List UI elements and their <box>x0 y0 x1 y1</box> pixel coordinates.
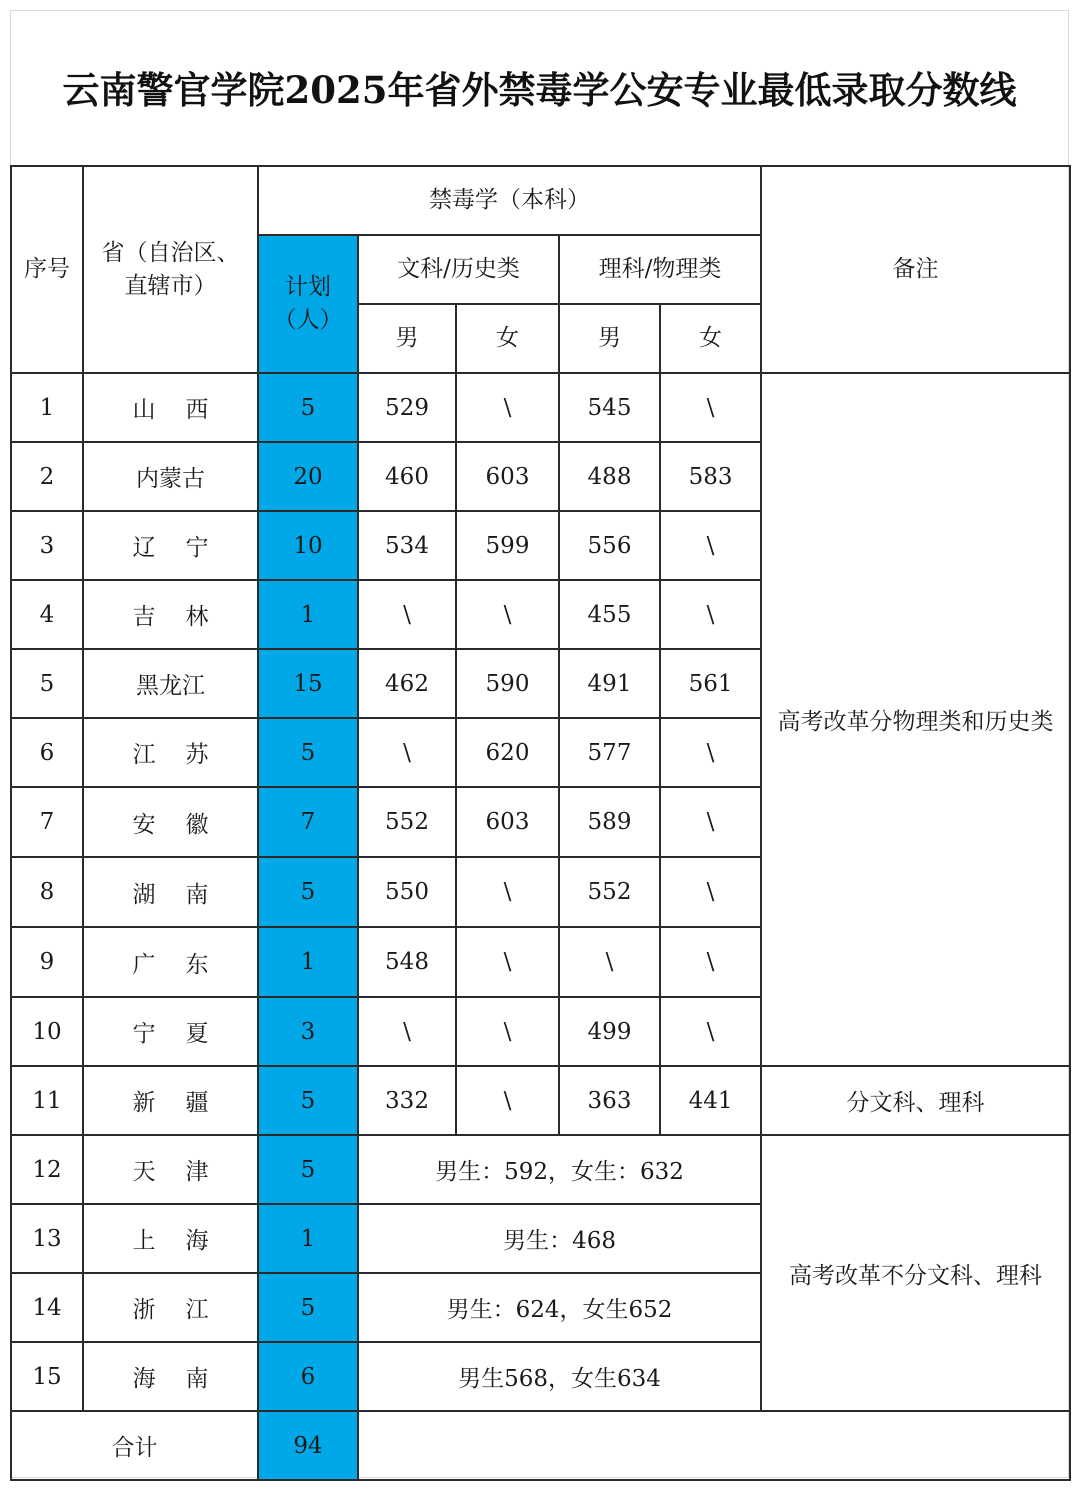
remark-group1: 高考改革分物理类和历史类 <box>761 373 1070 1066</box>
row-plan: 1 <box>258 580 358 649</box>
row-seq: 13 <box>11 1204 83 1273</box>
header-major: 禁毒学（本科） <box>258 166 761 235</box>
row-seq: 15 <box>11 1342 83 1411</box>
row-seq: 4 <box>11 580 83 649</box>
total-label: 合计 <box>11 1411 258 1480</box>
row-science-male: 556 <box>559 511 660 580</box>
row-science-female: \ <box>660 511 761 580</box>
header-liberal-female: 女 <box>456 304 559 373</box>
row-liberal-male: 534 <box>358 511 456 580</box>
row-province <box>83 787 258 857</box>
row-science-female: \ <box>660 997 761 1066</box>
row-province <box>83 718 258 787</box>
row-science-female: \ <box>660 857 761 927</box>
row-province <box>83 649 258 718</box>
row-science-male: 455 <box>559 580 660 649</box>
page-title: 云南警官学院2025年省外禁毒学公安专业最低录取分数线 <box>62 68 1017 112</box>
row-province-name: 宁夏 <box>132 1021 239 1047</box>
row-seq: 10 <box>11 997 83 1066</box>
row-science-male: 499 <box>559 997 660 1066</box>
row-province <box>83 1066 258 1135</box>
row-plan: 5 <box>258 1066 358 1135</box>
row-liberal-female: 620 <box>456 718 559 787</box>
row-province <box>83 1342 258 1411</box>
row-plan: 5 <box>258 1273 358 1342</box>
row-liberal-female: \ <box>456 580 559 649</box>
remark-group2: 分文科、理科 <box>761 1066 1070 1135</box>
row-scores-merged: 男生：592，女生：632 <box>358 1135 761 1204</box>
row-science-female: \ <box>660 787 761 857</box>
row-science-female: 441 <box>660 1066 761 1135</box>
header-province <box>83 166 258 373</box>
table-row <box>11 1066 1070 1135</box>
row-province-name: 辽宁 <box>132 535 239 561</box>
row-plan: 5 <box>258 718 358 787</box>
table-body <box>11 373 1070 1480</box>
row-liberal-female: 599 <box>456 511 559 580</box>
row-seq: 9 <box>11 927 83 997</box>
header-science: 理科/物理类 <box>559 235 761 304</box>
row-seq: 8 <box>11 857 83 927</box>
row-province-name: 江苏 <box>132 742 239 768</box>
row-liberal-male: 460 <box>358 442 456 511</box>
row-liberal-female: \ <box>456 857 559 927</box>
row-scores-merged: 男生568，女生634 <box>358 1342 761 1411</box>
row-province <box>83 1135 258 1204</box>
header-province-line2: 直辖市） <box>124 272 217 299</box>
row-province-name: 广东 <box>132 951 239 978</box>
row-science-female: \ <box>660 718 761 787</box>
row-province <box>83 997 258 1066</box>
row-liberal-female: 590 <box>456 649 559 718</box>
row-liberal-female: \ <box>456 1066 559 1135</box>
row-province-name: 黑龙江 <box>136 673 205 699</box>
row-province-name: 新疆 <box>132 1090 239 1116</box>
remark-group3: 高考改革不分文科、理科 <box>761 1135 1070 1411</box>
row-province <box>83 580 258 649</box>
header-province-line1: 省（自治区、 <box>101 239 240 266</box>
row-liberal-female: \ <box>456 997 559 1066</box>
row-liberal-female: 603 <box>456 787 559 857</box>
total-row <box>11 1411 1070 1480</box>
row-province <box>83 1204 258 1273</box>
row-province-name: 天津 <box>132 1159 239 1185</box>
row-plan: 5 <box>258 373 358 442</box>
row-plan: 6 <box>258 1342 358 1411</box>
row-province-name: 湖南 <box>132 881 239 908</box>
row-science-male: 363 <box>559 1066 660 1135</box>
table-row <box>11 373 1070 442</box>
row-seq: 3 <box>11 511 83 580</box>
row-liberal-female: 603 <box>456 442 559 511</box>
row-plan: 5 <box>258 857 358 927</box>
row-province-name: 浙江 <box>132 1297 239 1323</box>
row-plan: 10 <box>258 511 358 580</box>
row-plan: 1 <box>258 1204 358 1273</box>
row-plan: 15 <box>258 649 358 718</box>
row-province <box>83 1273 258 1342</box>
row-science-female: 561 <box>660 649 761 718</box>
row-province-name: 海南 <box>132 1366 239 1392</box>
row-plan: 20 <box>258 442 358 511</box>
row-plan: 3 <box>258 997 358 1066</box>
row-plan: 7 <box>258 787 358 857</box>
row-liberal-male: 552 <box>358 787 456 857</box>
row-seq: 7 <box>11 787 83 857</box>
total-empty <box>358 1411 1070 1480</box>
row-liberal-female: \ <box>456 373 559 442</box>
row-liberal-male: \ <box>358 718 456 787</box>
row-science-female: \ <box>660 373 761 442</box>
row-liberal-male: 332 <box>358 1066 456 1135</box>
row-science-female: \ <box>660 927 761 997</box>
row-liberal-male: \ <box>358 997 456 1066</box>
row-seq: 5 <box>11 649 83 718</box>
row-science-male: 589 <box>559 787 660 857</box>
table-row <box>11 1135 1070 1204</box>
row-liberal-male: 550 <box>358 857 456 927</box>
header-science-male: 男 <box>559 304 660 373</box>
row-province <box>83 442 258 511</box>
row-plan: 5 <box>258 1135 358 1204</box>
row-province-name: 内蒙古 <box>136 466 205 492</box>
header-plan <box>258 235 358 373</box>
header-seq: 序号 <box>11 166 83 373</box>
header-remark: 备注 <box>761 166 1070 373</box>
row-seq: 12 <box>11 1135 83 1204</box>
row-science-male: \ <box>559 927 660 997</box>
header-plan-line1: 计划 <box>285 274 331 300</box>
row-seq: 14 <box>11 1273 83 1342</box>
row-province-name: 安徽 <box>132 811 239 838</box>
row-province <box>83 857 258 927</box>
row-province <box>83 927 258 997</box>
row-province-name: 山西 <box>132 397 239 423</box>
header-liberal: 文科/历史类 <box>358 235 559 304</box>
total-plan: 94 <box>258 1411 358 1480</box>
row-science-male: 545 <box>559 373 660 442</box>
row-science-male: 488 <box>559 442 660 511</box>
row-province <box>83 373 258 442</box>
row-province <box>83 511 258 580</box>
row-scores-merged: 男生：468 <box>358 1204 761 1273</box>
header-liberal-male: 男 <box>358 304 456 373</box>
row-liberal-male: 548 <box>358 927 456 997</box>
row-seq: 2 <box>11 442 83 511</box>
row-science-male: 491 <box>559 649 660 718</box>
row-liberal-male: 529 <box>358 373 456 442</box>
row-liberal-male: \ <box>358 580 456 649</box>
admission-score-table <box>10 165 1071 1481</box>
row-seq: 6 <box>11 718 83 787</box>
row-seq: 1 <box>11 373 83 442</box>
row-plan: 1 <box>258 927 358 997</box>
row-province-name: 吉林 <box>132 604 239 630</box>
row-liberal-male: 462 <box>358 649 456 718</box>
row-liberal-female: \ <box>456 927 559 997</box>
row-science-female: 583 <box>660 442 761 511</box>
row-science-male: 552 <box>559 857 660 927</box>
row-science-female: \ <box>660 580 761 649</box>
row-scores-merged: 男生：624，女生652 <box>358 1273 761 1342</box>
row-seq: 11 <box>11 1066 83 1135</box>
row-province-name: 上海 <box>132 1228 239 1254</box>
header-plan-line2: （人） <box>273 307 343 333</box>
row-science-male: 577 <box>559 718 660 787</box>
header-science-female: 女 <box>660 304 761 373</box>
